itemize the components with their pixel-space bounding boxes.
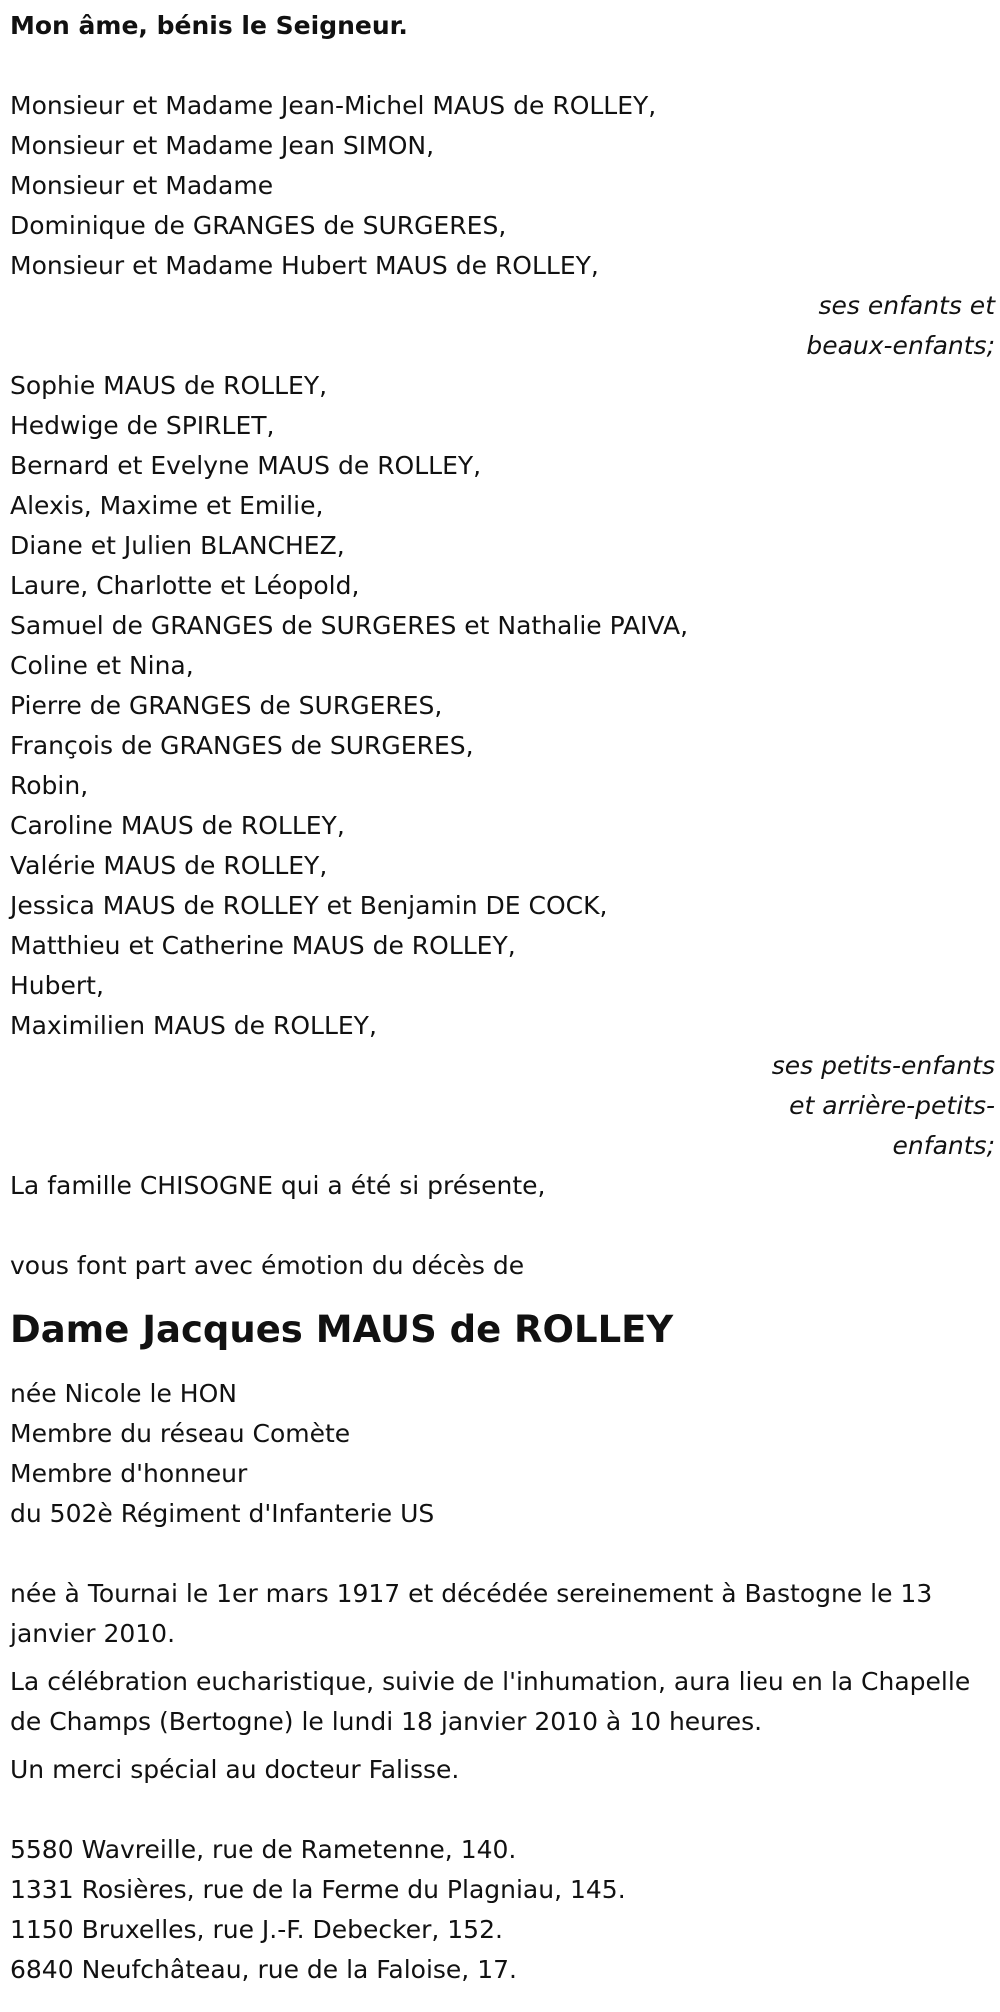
family-line: François de GRANGES de SURGERES, bbox=[10, 731, 474, 760]
thanks-paragraph: Un merci spécial au docteur Falisse. bbox=[10, 1755, 460, 1784]
grandchildren-block bbox=[10, 366, 995, 1166]
family-line: Caroline MAUS de ROLLEY, bbox=[10, 811, 345, 840]
relationship-label: beaux-enfants; bbox=[806, 331, 995, 360]
family-line: Matthieu et Catherine MAUS de ROLLEY, bbox=[10, 931, 516, 960]
spacer bbox=[10, 1534, 990, 1574]
family-line: Hedwige de SPIRLET, bbox=[10, 411, 275, 440]
family-line: Monsieur et Madame Hubert MAUS de ROLLEY, bbox=[10, 251, 599, 280]
detail-line: du 502è Régiment d'Infanterie US bbox=[10, 1499, 435, 1528]
relationship-label: et arrière-petits- bbox=[789, 1091, 995, 1120]
ceremony-paragraph: La célébration eucharistique, suivie de l'inhumation, aura lieu en la Chapelle de Champs (Bertogne) le lundi 18 janvier 2010 à 10 heures. bbox=[10, 1667, 971, 1736]
children-block bbox=[10, 86, 995, 366]
relationship-label: ses enfants et bbox=[818, 291, 995, 320]
verse-heading: Mon âme, bénis le Seigneur. bbox=[10, 11, 408, 40]
address-line: 1150 Bruxelles, rue J.-F. Debecker, 152. bbox=[10, 1915, 503, 1944]
address-line: 6840 Neufchâteau, rue de la Faloise, 17. bbox=[10, 1955, 517, 1984]
family-line: Jessica MAUS de ROLLEY et Benjamin DE COCK, bbox=[10, 891, 608, 920]
family-chisogne-line: La famille CHISOGNE qui a été si présente, bbox=[10, 1171, 546, 1200]
family-line: Pierre de GRANGES de SURGERES, bbox=[10, 691, 443, 720]
spacer bbox=[10, 46, 990, 86]
address-list bbox=[10, 1830, 990, 1990]
relationship-label: enfants; bbox=[892, 1131, 995, 1160]
family-line: Monsieur et Madame Jean SIMON, bbox=[10, 131, 435, 160]
family-line: Diane et Julien BLANCHEZ, bbox=[10, 531, 345, 560]
detail-line: Membre d'honneur bbox=[10, 1459, 248, 1488]
deceased-name: Dame Jacques MAUS de ROLLEY bbox=[10, 1308, 674, 1351]
relationship-label: ses petits-enfants bbox=[771, 1051, 995, 1080]
family-line: Alexis, Maxime et Emilie, bbox=[10, 491, 324, 520]
spacer bbox=[10, 1790, 990, 1830]
family-line: Hubert, bbox=[10, 971, 104, 1000]
family-line: Valérie MAUS de ROLLEY, bbox=[10, 851, 328, 880]
spacer bbox=[10, 1206, 990, 1246]
family-line: Monsieur et Madame Jean-Michel MAUS de ROLLEY, bbox=[10, 91, 657, 120]
family-line: Samuel de GRANGES de SURGERES et Nathalie PAIVA, bbox=[10, 611, 689, 640]
address-line: 1331 Rosières, rue de la Ferme du Plagniau, 145. bbox=[10, 1875, 626, 1904]
dates-paragraph: née à Tournai le 1er mars 1917 et décédée sereinement à Bastogne le 13 janvier 2010. bbox=[10, 1579, 933, 1648]
spacer bbox=[10, 1654, 990, 1662]
announcement-line: vous font part avec émotion du décès de bbox=[10, 1251, 525, 1280]
family-line: Maximilien MAUS de ROLLEY, bbox=[10, 1011, 377, 1040]
address-line: 5580 Wavreille, rue de Rametenne, 140. bbox=[10, 1835, 517, 1864]
family-line: Laure, Charlotte et Léopold, bbox=[10, 571, 360, 600]
family-line: Coline et Nina, bbox=[10, 651, 194, 680]
family-line: Sophie MAUS de ROLLEY, bbox=[10, 371, 328, 400]
deceased-details bbox=[10, 1374, 990, 1534]
detail-line: née Nicole le HON bbox=[10, 1379, 237, 1408]
family-line: Bernard et Evelyne MAUS de ROLLEY, bbox=[10, 451, 482, 480]
spacer bbox=[10, 1742, 990, 1750]
family-line: Robin, bbox=[10, 771, 89, 800]
family-line: Dominique de GRANGES de SURGERES, bbox=[10, 211, 507, 240]
detail-line: Membre du réseau Comète bbox=[10, 1419, 351, 1448]
family-line: Monsieur et Madame bbox=[10, 171, 274, 200]
